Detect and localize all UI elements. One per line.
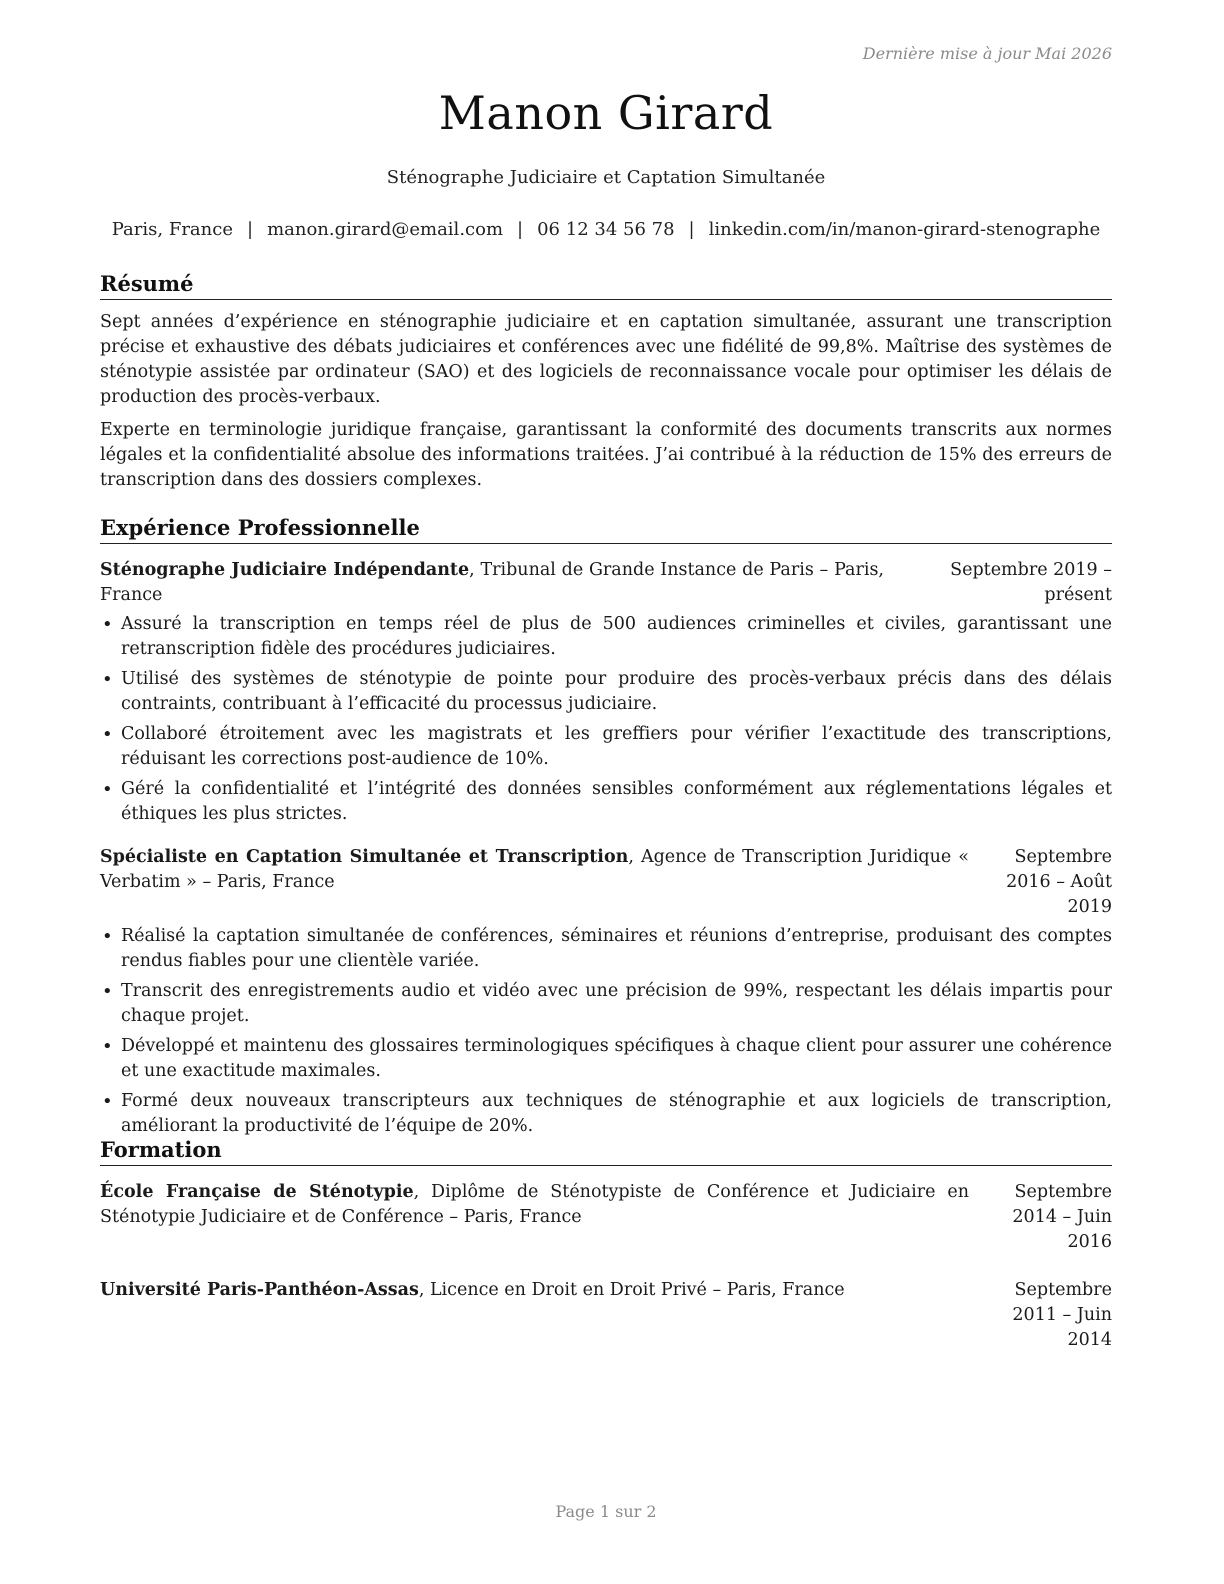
job-bullet: • Utilisé des systèmes de sténotypie de pointe pour produire des procès-verbaux précis dans des délais contraints, contribuant à l’efficacité du processus judiciaire. — [100, 667, 1112, 717]
section-heading-summary: Résumé — [100, 271, 1112, 300]
job-bullet: • Collaboré étroitement avec les magistrats et les greffiers pour vérifier l’exactitude des transcriptions, réduisant les corrections post-audience de 10%. — [100, 722, 1112, 772]
contact-separator: | — [688, 219, 695, 240]
job-entry — [100, 845, 1112, 1139]
job-role: Sténographe Judiciaire Indépendante — [100, 560, 470, 580]
job-entry — [100, 558, 1112, 827]
job-title-line — [100, 558, 884, 608]
job-bullet: • Assuré la transcription en temps réel de plus de 500 audiences criminelles et civiles, garantissant une retranscription fidèle des procédures judiciaires. — [100, 612, 1112, 662]
contact-separator: | — [517, 219, 524, 240]
contact-line — [80, 219, 1132, 240]
contact-location: Paris, France — [111, 219, 233, 240]
job-bullet: • Formé deux nouveaux transcripteurs aux techniques de sténographie et aux logiciels de transcription, améliorant la productivité de l’équipe de 20%. — [100, 1089, 1112, 1139]
page-number: Page 1 sur 2 — [555, 1502, 657, 1521]
candidate-name: Manon Girard — [438, 86, 774, 140]
education-title-line — [100, 1278, 969, 1353]
summary-section — [100, 271, 1112, 493]
job-dates: Septembre 2019 – présent — [950, 560, 1112, 605]
job-role: Spécialiste en Captation Simultanée et Transcription — [100, 847, 629, 867]
contact-email[interactable]: manon.girard@email.com — [267, 219, 504, 240]
education-entry — [100, 1278, 1112, 1353]
summary-paragraph: Experte en terminologie juridique française, garantissant la conformité des documents transcrits aux normes légales et la confidentialité absolue des informations traitées. J’ai contribué à la réduction de 15% des erreurs de transcription dans des dossiers complexes. — [100, 420, 1112, 490]
job-header — [100, 845, 1112, 920]
job-bullet: • Réalisé la captation simultanée de conférences, séminaires et réunions d’entreprise, produisant des comptes rendus fiables pour une clientèle variée. — [100, 924, 1112, 974]
contact-phone[interactable]: 06 12 34 56 78 — [537, 219, 675, 240]
job-dates: Septembre 2016 – Août 2019 — [1006, 847, 1112, 917]
job-header — [100, 558, 1112, 608]
section-heading-education: Formation — [100, 1137, 1112, 1166]
section-heading-experience: Expérience Professionnelle — [100, 515, 1112, 544]
job-bullet: • Transcrit des enregistrements audio et vidéo avec une précision de 99%, respectant les délais impartis pour chaque projet. — [100, 979, 1112, 1029]
education-dates: Septembre 2011 – Juin 2014 — [1012, 1280, 1112, 1350]
job-details: , Tribunal de Grande Instance de Paris – Paris, France — [100, 560, 884, 605]
job-bullets — [100, 612, 1112, 827]
education-details: , Diplôme de Sténotypiste de Conférence et Judiciaire en Sténotypie Judiciaire et de Conférence – Paris, France — [100, 1182, 969, 1227]
education-school: École Française de Sténotypie — [100, 1182, 414, 1202]
education-school: Université Paris-Panthéon-Assas — [100, 1280, 419, 1300]
experience-section — [100, 515, 1112, 1144]
job-bullet: • Développé et maintenu des glossaires terminologiques spécifiques à chaque client pour assurer une cohérence et une exactitude maximales. — [100, 1034, 1112, 1084]
job-details: , Agence de Transcription Juridique « Verbatim » – Paris, France — [100, 847, 969, 892]
education-title-line — [100, 1180, 969, 1255]
last-updated: Dernière mise à jour Mai 2026 — [862, 44, 1112, 63]
job-bullets — [100, 924, 1112, 1139]
contact-separator: | — [246, 219, 254, 240]
summary-paragraph: Sept années d’expérience en sténographie judiciaire et en captation simultanée, assurant une transcription précise et exhaustive des débats judiciaires et conférences avec une fidélité de 99,8%. Maîtrise des systèmes de sténotypie assistée par ordinateur (SAO) et des logiciels de reconnaissance vocale pour optimiser les délais de production des procès-verbaux. — [100, 312, 1112, 407]
candidate-title: Sténographe Judiciaire et Captation Simultanée — [386, 167, 826, 188]
resume-page — [100, 0, 1112, 1584]
education-details: , Licence en Droit en Droit Privé – Paris, France — [418, 1280, 845, 1300]
education-dates: Septembre 2014 – Juin 2016 — [1012, 1182, 1112, 1252]
job-title-line — [100, 845, 969, 920]
contact-linkedin[interactable]: linkedin.com/in/manon-girard-stenographe — [708, 219, 1101, 240]
education-section — [100, 1137, 1112, 1353]
education-entry — [100, 1180, 1112, 1255]
job-bullet: • Géré la confidentialité et l’intégrité des données sensibles conformément aux réglementations légales et éthiques les plus strictes. — [100, 777, 1112, 827]
